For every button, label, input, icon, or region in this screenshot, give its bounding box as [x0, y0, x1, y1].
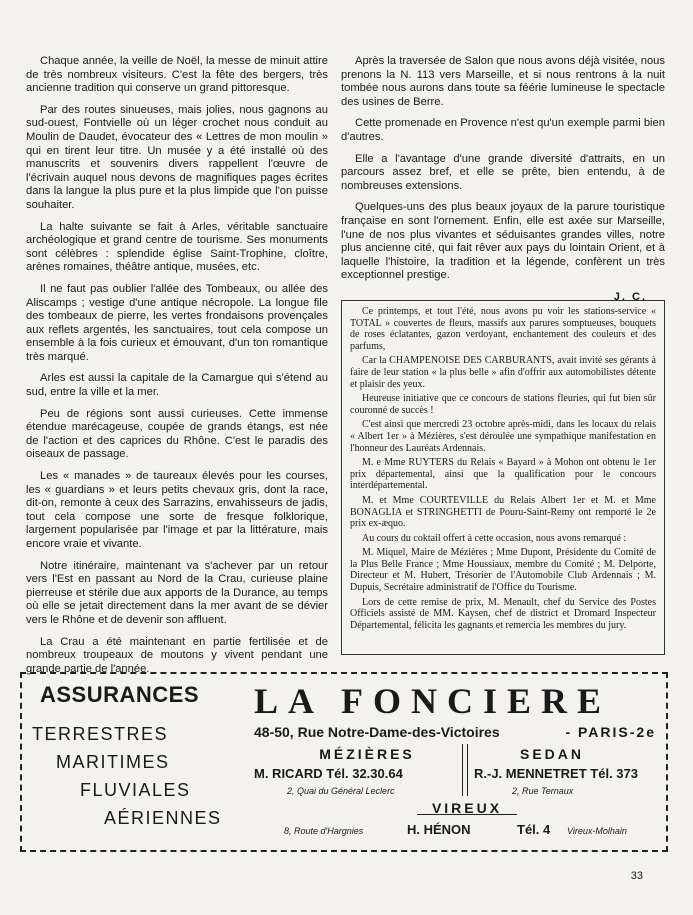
paragraph: Par des routes sinueuses, mais jolies, nous gagnons au sud-ouest, Fontvielle où un léger crochet nous conduit au Moulin de Daudet, évocateur des « Lettres de mon moulin » qui en tirent leur titre. Un musée y a été installé où des manuscrits et souvenirs divers rappellent l'œuvre de l'écrivain auquel nous devons de magnifiques pages écrites dans la langue la plus pure et la plus limpide que l'on puisse souhaiter. [26, 103, 328, 211]
paragraph: La halte suivante se fait à Arles, véritable sanctuaire archéologique et grand centre de tourisme. Ses monuments sont célèbres : splendide église Saint-Trophine, cloître, arènes romaines, théâtre antique, musées, etc. [26, 220, 328, 274]
ad-fluviales: FLUVIALES [80, 780, 191, 800]
agency-agent-vireux: H. HÉNON [407, 822, 471, 837]
agency-city-vireux: VIREUX [431, 800, 503, 816]
contest-news-box [341, 300, 665, 655]
vireux-rule [417, 814, 517, 815]
agency-city-vireux-molhain: Vireux-Molhain [567, 826, 627, 836]
agency-divider [462, 744, 468, 796]
box-paragraph: Au cours du coktail offert à cette occasion, nous avons remarqué : [362, 532, 627, 544]
box-paragraph: Ce printemps, et tout l'été, nous avons pu voir les stations-service « TOTAL » couvertes de fleurs, massifs aux parures somptueuses, bouquets de roses éclatantes, gazon verdoyant, enchantement des couleurs et des parfums, [350, 306, 656, 352]
paragraph: Elle a l'avantage d'une grande diversité d'attraits, en un parcours assez bref, et elle se prête, bien entendu, à de nombreuses extensions. [341, 152, 665, 192]
paragraph: Quelques-uns des plus beaux joyaux de la parure touristique française en sont l'ornement. Enfin, elle est axée sur Marseille, l'une de nos plus vivantes et séduisantes grandes villes, notre plus ancienne cité, qui fait rêver aux pays du lointain Orient, et à laquelle l'histoire, la tradition et la légende, confèrent un très exceptionnel prestige. [341, 201, 665, 282]
paragraph: Les « manades » de taureaux élevés pour les courses, les « guardians » et leurs petits chevaux gris, dont la race, dit-on, remonte à ceux des Sarrazins, envahisseurs de jadis, tout cela compose une sorte de fresque folklorique, largement popularisée par l'image et par la littérature, mais encore vraie et vivante. [26, 470, 328, 550]
agency-tel-vireux: Tél. 4 [517, 822, 551, 837]
agency-street-mezieres: 2, Quai du Général Leclerc [287, 786, 395, 796]
agency-street-sedan: 2, Rue Ternaux [512, 786, 574, 796]
paragraph: Peu de régions sont aussi curieuses. Cette immense étendue marécageuse, coupée de grands étangs, est née de l'action et des caprices du Rhône. C'est le paradis des oiseaux de passage. [26, 407, 328, 461]
box-paragraph: M. Miquel, Maire de Mézières ; Mme Dupont, Présidente du Comité de la Plus Belle France ; Mme Houssiaux, membre du Comité ; M. Delporte, Directeur et M. Hubert, Trésorier de l'Automobile Club Ardennais ; M. Dupuis, Secrétaire administratif de l'Office du Tourisme. [350, 547, 656, 594]
left-article-column [26, 55, 328, 684]
insurance-types [32, 682, 252, 832]
brand-logo: LA FONCIERE [254, 681, 612, 721]
author-signature: J. C. [613, 290, 647, 303]
head-office-city: - PARIS-2e [565, 724, 656, 740]
box-paragraph: M. e Mme RUYTERS du Relais « Bayard » à Mohon ont obtenu le 1er prix départemental, ainsi que la qualification pour le concours interdépartemental. [350, 457, 656, 492]
right-article-column [341, 55, 665, 305]
paragraph: La Crau a été maintenant en partie fertilisée et de nombreux troupeaux de moutons y vivent pendant une grande partie de l'année. [26, 635, 328, 675]
paragraph: Après la traversée de Salon que nous avons déjà visitée, nous prenons la N. 113 vers Marseille, et si nous rentrons à la nuit tombée nous aurons dans toute sa féérie lumineuse le spectacle des usines de Berre. [341, 55, 665, 108]
paragraph: Il ne faut pas oublier l'allée des Tombeaux, ou allée des Aliscamps ; vestige d'une antique nécropole. La longue file des tombeaux de pierre, les vertes frondaisons provençales aux reflets argentés, les sanctuaires, tout cela compose un ensemble à la fois curieux et émouvant, d'un ton romantique très marqué. [26, 282, 328, 363]
box-paragraph: Car la CHAMPENOISE DES CARBURANTS, avait invité ses gérants à faire de leur station « la plus belle » afin d'offrir aux automobilistes détente et plaisir des yeux. [350, 355, 656, 390]
paragraph: Cette promenade en Provence n'est qu'un exemple parmi bien d'autres. [341, 117, 665, 143]
agency-city-mezieres: MÉZIÈRES [319, 746, 415, 762]
insurance-advertisement [20, 672, 668, 852]
box-paragraph: C'est ainsi que mercredi 23 octobre après-midi, dans les locaux du relais « Albert 1er » à Mézières, s'est déroulée une sympathique manifestation en l'honneur des Lauréats Ardennais. [350, 419, 656, 454]
box-paragraph: M. et Mme COURTEVILLE du Relais Albert 1er et M. et Mme BONAGLIA et STRINGHETTI de Pouru-Saint-Remy ont remporté le 2e prix ex-æquo. [350, 494, 656, 530]
box-paragraph: Heureuse initiative que ce concours de stations fleuries, qui fut bien sûr couronné de succès ! [350, 393, 656, 416]
page-number: 33 [630, 870, 643, 882]
ad-maritimes: MARITIMES [56, 752, 170, 772]
agency-agent-mezieres: M. RICARD Tél. 32.30.64 [254, 766, 403, 781]
paragraph: Notre itinéraire, maintenant va s'achever par un retour vers l'Est en passant au Nord de la Crau, curieuse plaine pierreuse et stérile due aux apports de la Durance, au temps où elle se jetait directement dans la mer avant de se dévier vers le Rhône et de devenir son affluent. [26, 559, 328, 626]
paragraph: Arles est aussi la capitale de la Camargue qui s'étend au sud, entre la ville et la mer. [26, 372, 328, 399]
agency-agent-sedan: R.-J. MENNETRET Tél. 373 [474, 766, 638, 781]
box-paragraph: Lors de cette remise de prix, M. Menault, chef du Service des Postes Officiels assisté de MM. Kaysen, chef de district et Dromard Inspecteur Départemental, félicita les gagnants et remercia les membres du jury. [350, 596, 656, 631]
ad-assurances: ASSURANCES [40, 682, 200, 707]
paragraph: Chaque année, la veille de Noël, la messe de minuit attire de très nombreux visiteurs. C'est la fête des bergers, très ancienne tradition qui conserve un grand pittoresque. [26, 55, 328, 95]
head-office-address: 48-50, Rue Notre-Dame-des-Victoires [254, 724, 500, 740]
agency-street-vireux: 8, Route d'Hargnies [284, 826, 364, 836]
ad-terrestres: TERRESTRES [32, 724, 169, 744]
agency-city-sedan: SEDAN [519, 746, 584, 762]
ad-aeriennes: AÉRIENNES [104, 808, 222, 828]
